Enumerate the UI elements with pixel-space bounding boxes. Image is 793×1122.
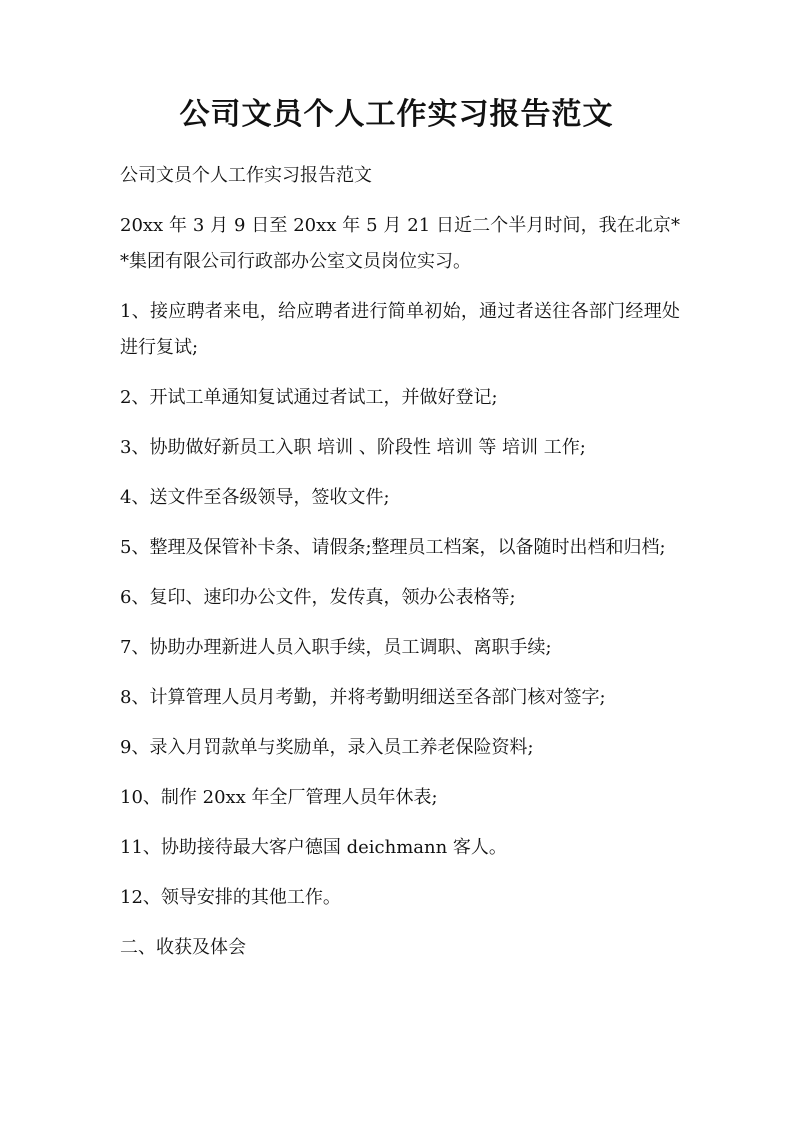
paragraph-item-7: 7、协助办理新进人员入职手续，员工调职、离职手续;: [120, 637, 552, 658]
paragraph-item-5: 5、整理及保管补卡条、请假条;整理员工档案，以备随时出档和归档;: [120, 537, 666, 558]
paragraph-item-9: 9、录入月罚款单与奖励单，录入员工养老保险资料;: [120, 737, 534, 758]
paragraph-item-4: 4、送文件至各级领导，签收文件;: [120, 487, 390, 508]
paragraph-item-8: 8、计算管理人员月考勤，并将考勤明细送至各部门核对签字;: [120, 687, 606, 708]
paragraph-item-6: 6、复印、速印办公文件，发传真，领办公表格等;: [120, 587, 516, 608]
document-title: 公司文员个人工作实习报告范文: [179, 97, 614, 132]
paragraph-item-12: 12、领导安排的其他工作。: [120, 887, 341, 908]
paragraph-item-2: 2、开试工单通知复试通过者试工，并做好登记;: [120, 387, 498, 408]
paragraph-item-10: 10、制作 20xx 年全厂管理人员年休表;: [120, 787, 438, 808]
paragraph-subtitle: 公司文员个人工作实习报告范文: [120, 165, 372, 186]
document-body: [120, 158, 680, 980]
paragraph-intro: 20xx 年 3 月 9 日至 20xx 年 5 月 21 日近二个半月时间，我在北京**集团有限公司行政部办公室文员岗位实习。: [120, 215, 680, 272]
paragraph-item-11: 11、协助接待最大客户德国 deichmann 客人。: [120, 837, 507, 858]
paragraph-item-3: 3、协助做好新员工入职 培训 、阶段性 培训 等 培训 工作;: [120, 437, 586, 458]
section-heading-2: 二、收获及体会: [120, 937, 246, 958]
paragraph-item-1: 1、接应聘者来电，给应聘者进行简单初始，通过者送往各部门经理处进行复试;: [120, 301, 680, 358]
